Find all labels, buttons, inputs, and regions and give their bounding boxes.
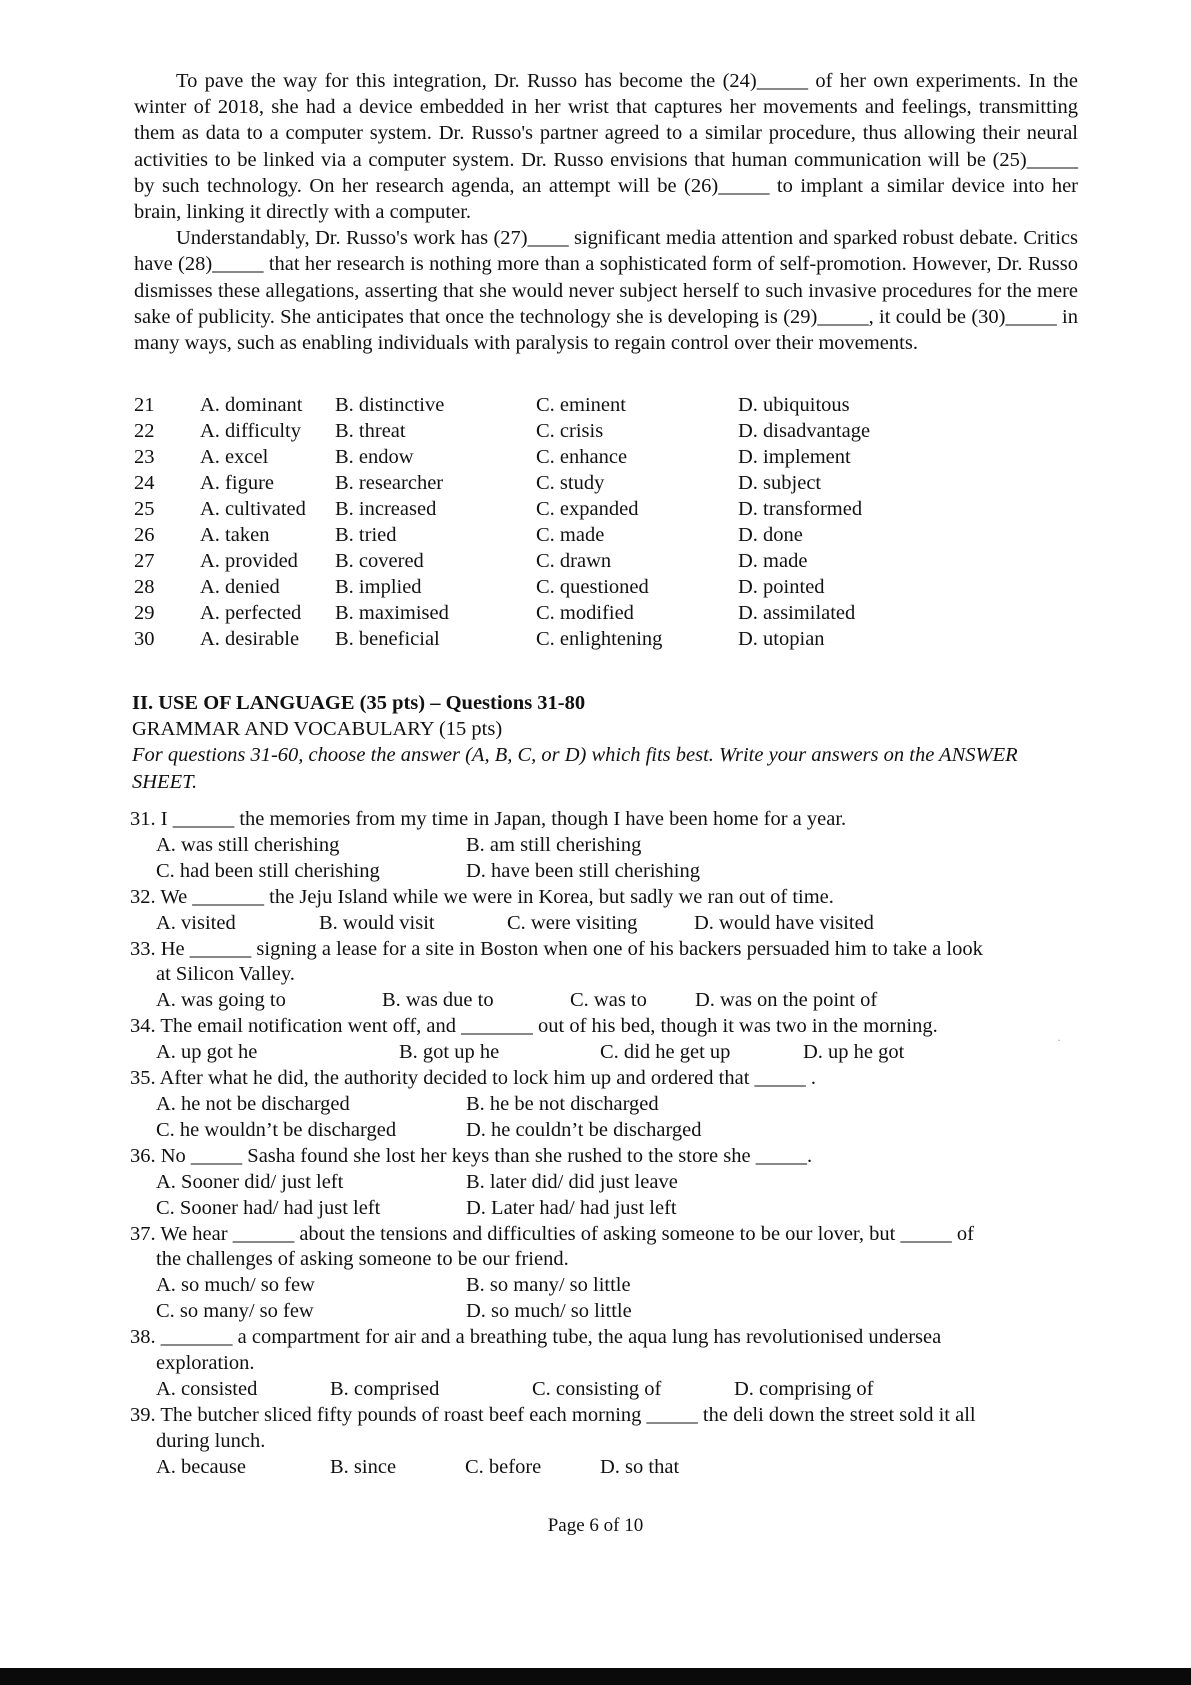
question-stem: 33. He ______ signing a lease for a site in Boston when one of his backers persuaded him to take a look <box>130 937 983 960</box>
option-row <box>134 548 870 574</box>
options-table <box>134 392 870 652</box>
answer-option: B. am still cherishing <box>466 833 642 856</box>
answer-option: C. were visiting <box>507 911 638 934</box>
question-stem: 34. The email notification went off, and _______ out of his bed, though it was two in the morning. <box>130 1015 938 1038</box>
option-d: D. made <box>738 550 808 572</box>
option-c: C. enhance <box>536 446 628 468</box>
question-stem: 31. I ______ the memories from my time in Japan, though I have been home for a year. <box>130 808 847 830</box>
answer-options-row <box>130 1092 1085 1118</box>
question-31 <box>130 807 1085 885</box>
section-subheading: GRAMMAR AND VOCABULARY (15 pts) <box>132 718 503 741</box>
answer-option: B. was due to <box>382 989 494 1012</box>
answer-options-row <box>130 1273 1085 1299</box>
question-35 <box>130 1066 1085 1144</box>
question-34 <box>130 1014 1085 1066</box>
question-stem: 32. We _______ the Jeju Island while we were in Korea, but sadly we ran out of time. <box>130 885 834 908</box>
option-row <box>134 496 870 522</box>
option-c: C. drawn <box>536 550 612 572</box>
answer-option: C. had been still cherishing <box>156 859 380 882</box>
option-row <box>134 470 870 496</box>
option-b: B. endow <box>335 446 414 468</box>
option-c: C. questioned <box>536 576 649 598</box>
question-39 <box>130 1403 1085 1481</box>
option-b: B. distinctive <box>335 394 445 416</box>
answer-options-row <box>130 988 1085 1014</box>
answer-option: C. before <box>465 1455 542 1478</box>
answer-options-row <box>130 1170 1085 1196</box>
answer-option: B. would visit <box>319 911 435 934</box>
answer-option: A. was still cherishing <box>156 833 340 856</box>
question-32 <box>130 885 1085 937</box>
option-c: C. eminent <box>536 394 626 416</box>
scan-speck: · <box>1057 1033 1061 1047</box>
answer-option: A. because <box>156 1455 246 1478</box>
option-a: A. perfected <box>200 602 302 624</box>
option-b: B. researcher <box>335 472 444 494</box>
question-stem-continued: at Silicon Valley. <box>156 963 295 986</box>
page-number: Page 6 of 10 <box>547 1515 644 1536</box>
answer-option: C. Sooner had/ had just left <box>156 1196 381 1219</box>
answer-option: A. visited <box>156 911 236 934</box>
question-number: 21 <box>134 394 155 416</box>
option-b: B. threat <box>335 420 406 442</box>
question-stem: 36. No _____ Sasha found she lost her keys than she rushed to the store she _____. <box>130 1144 813 1167</box>
option-d: D. subject <box>738 472 822 494</box>
question-number: 25 <box>134 498 155 520</box>
question-stem: 35. After what he did, the authority decided to lock him up and ordered that _____ . <box>130 1067 817 1090</box>
question-stem: 37. We hear ______ about the tensions and difficulties of asking someone to be our lover, but _____ of <box>130 1222 974 1245</box>
section-instruction: For questions 31-60, choose the answer (A, B, C, or D) which fits best. Write your answers on the ANSWER SHEET. <box>132 744 1018 793</box>
option-a: A. cultivated <box>200 498 306 520</box>
option-d: D. implement <box>738 446 851 468</box>
answer-options-row <box>130 833 1085 859</box>
option-c: C. modified <box>536 602 634 624</box>
option-c: C. crisis <box>536 420 604 442</box>
question-number: 23 <box>134 446 155 468</box>
option-a: A. excel <box>200 446 269 468</box>
option-d: D. ubiquitous <box>738 394 850 416</box>
option-b: B. maximised <box>335 602 449 624</box>
option-row <box>134 626 870 652</box>
answer-option: D. he couldn’t be discharged <box>466 1118 702 1141</box>
option-d: D. assimilated <box>738 602 856 624</box>
option-row <box>134 574 870 600</box>
option-a: A. figure <box>200 472 275 494</box>
answer-option: C. was to <box>570 989 647 1012</box>
answer-option: A. so much/ so few <box>156 1274 315 1297</box>
answer-option: D. comprising of <box>734 1377 874 1400</box>
option-b: B. covered <box>335 550 424 572</box>
option-row <box>134 444 870 470</box>
question-stem: 38. _______ a compartment for air and a breathing tube, the aqua lung has revolutionised undersea <box>130 1326 942 1349</box>
answer-options-row <box>130 1118 1085 1144</box>
passage-paragraph-1: To pave the way for this integration, Dr. Russo has become the (24)_____ of her own experiments. In the winter of 2018, she had a device embedded in her wrist that captures her movements and feelings, transmitting them as data to a computer system. Dr. Russo's partner agreed to a similar procedure, thus allowing their neural activities to be linked via a computer system. Dr. Russo envisions that human communication will be (25)_____ by such technology. On her research agenda, an attempt will be (26)_____ to implant a similar device into her brain, linking it directly with a computer. <box>134 70 1078 224</box>
answer-option: A. was going to <box>156 989 286 1012</box>
option-a: A. dominant <box>200 394 303 416</box>
option-d: D. disadvantage <box>738 420 871 442</box>
question-number: 26 <box>134 524 155 546</box>
answer-option: B. later did/ did just leave <box>466 1170 678 1193</box>
answer-option: D. have been still cherishing <box>466 859 700 882</box>
option-b: B. implied <box>335 576 422 598</box>
option-c: C. made <box>536 524 605 546</box>
option-a: A. provided <box>200 550 298 572</box>
question-stem-continued: exploration. <box>156 1352 255 1375</box>
question-37 <box>130 1222 1085 1326</box>
option-c: C. study <box>536 472 605 494</box>
reading-passage <box>134 68 1078 356</box>
answer-option: D. would have visited <box>694 911 874 934</box>
answer-option: B. he be not discharged <box>466 1092 659 1115</box>
answer-options-row <box>130 1377 1085 1403</box>
answer-option: A. consisted <box>156 1377 258 1400</box>
option-a: A. difficulty <box>200 420 301 442</box>
question-33 <box>130 937 1085 1015</box>
option-d: D. utopian <box>738 628 825 650</box>
answer-option: C. consisting of <box>532 1377 662 1400</box>
option-row <box>134 418 870 444</box>
answer-option: C. did he get up <box>600 1041 731 1064</box>
question-38 <box>130 1325 1085 1403</box>
question-number: 24 <box>134 472 155 494</box>
option-row <box>134 392 870 418</box>
answer-option: D. so that <box>600 1455 680 1478</box>
answer-option: D. was on the point of <box>695 989 878 1012</box>
option-d: D. done <box>738 524 803 546</box>
question-stem-continued: during lunch. <box>156 1429 266 1452</box>
answer-option: B. comprised <box>330 1377 440 1400</box>
answer-option: C. so many/ so few <box>156 1300 314 1323</box>
question-number: 28 <box>134 576 155 598</box>
option-a: A. denied <box>200 576 280 598</box>
answer-option: D. Later had/ had just left <box>466 1196 677 1219</box>
option-d: D. transformed <box>738 498 863 520</box>
option-c: C. expanded <box>536 498 639 520</box>
section-heading: II. USE OF LANGUAGE (35 pts) – Questions 31-80 <box>132 692 586 714</box>
answer-option: A. Sooner did/ just left <box>156 1170 344 1193</box>
option-b: B. increased <box>335 498 437 520</box>
option-a: A. taken <box>200 524 270 546</box>
answer-option: A. he not be discharged <box>156 1092 350 1115</box>
answer-options-row <box>130 859 1085 885</box>
answer-option: D. so much/ so little <box>466 1300 632 1323</box>
question-number: 30 <box>134 628 155 650</box>
answer-options-row <box>130 1299 1085 1325</box>
section-header <box>132 690 1082 795</box>
passage-paragraph-2: Understandably, Dr. Russo's work has (27)____ significant media attention and sparked robust debate. Critics have (28)_____ that her research is nothing more than a sophisticated form of self-promotion. However, Dr. Russo dismisses these allegations, asserting that she would never subject herself to such invasive procedures for the mere sake of publicity. She anticipates that once the technology she is developing is (29)_____, it could be (30)_____ in many ways, such as enabling individuals with paralysis to regain control over their movements. <box>134 227 1078 355</box>
option-b: B. tried <box>335 524 397 546</box>
option-b: B. beneficial <box>335 628 440 650</box>
question-list <box>130 807 1085 1481</box>
answer-option: D. up he got <box>803 1041 905 1064</box>
answer-option: B. since <box>330 1455 397 1478</box>
option-c: C. enlightening <box>536 628 663 650</box>
answer-option: B. so many/ so little <box>466 1274 631 1297</box>
answer-options-row <box>130 1455 1085 1481</box>
answer-options-row <box>130 1196 1085 1222</box>
option-a: A. desirable <box>200 628 300 650</box>
option-row <box>134 600 870 626</box>
question-number: 29 <box>134 602 155 624</box>
answer-option: C. he wouldn’t be discharged <box>156 1118 397 1141</box>
question-stem-continued: the challenges of asking someone to be our friend. <box>156 1248 569 1271</box>
question-number: 27 <box>134 550 155 572</box>
answer-options-row <box>130 1040 1085 1066</box>
question-36 <box>130 1144 1085 1222</box>
question-stem: 39. The butcher sliced fifty pounds of roast beef each morning _____ the deli down the street sold it all <box>130 1403 976 1426</box>
scan-bottom-edge <box>0 1668 1191 1685</box>
option-row <box>134 522 870 548</box>
answer-option: A. up got he <box>156 1041 258 1064</box>
option-d: D. pointed <box>738 576 825 598</box>
question-number: 22 <box>134 420 155 442</box>
answer-options-row <box>130 911 1085 937</box>
answer-option: B. got up he <box>399 1041 500 1064</box>
